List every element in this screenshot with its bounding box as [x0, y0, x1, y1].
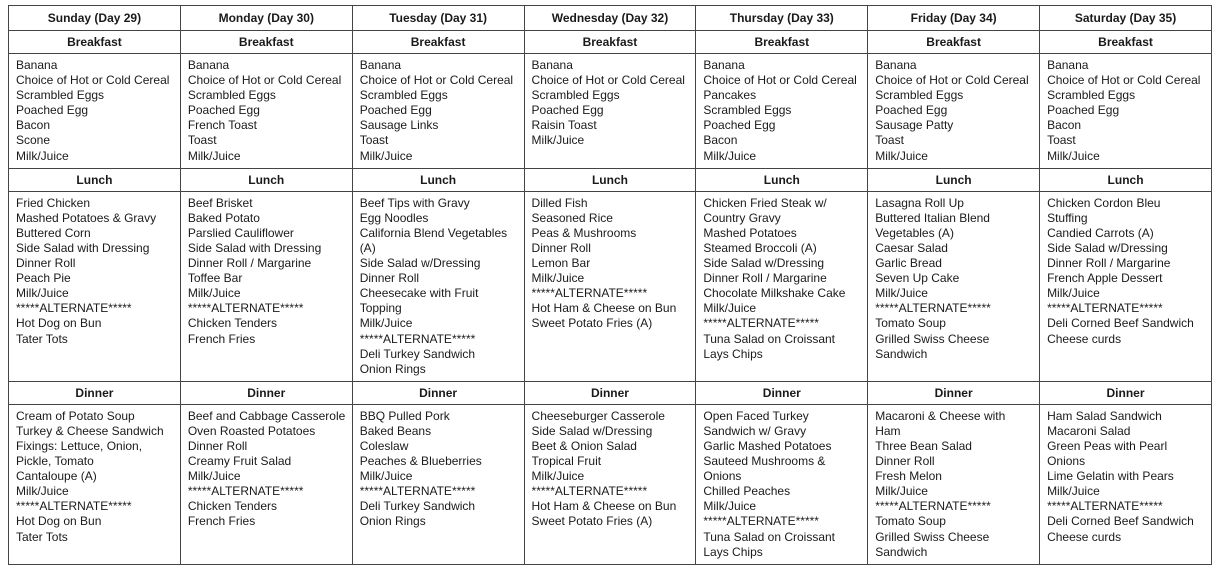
breakfast-items-cell — [524, 54, 696, 169]
menu-item: Scrambled Eggs — [1047, 88, 1136, 103]
breakfast-items-cell — [180, 54, 352, 169]
menu-item: Bacon — [1047, 118, 1082, 133]
menu-item: Baked Beans — [359, 423, 432, 438]
menu-item: Candied Carrots (A) — [1047, 225, 1154, 240]
menu-item: Deli Corned Beef Sandwich — [1047, 316, 1194, 331]
menu-item: Macaroni Salad — [1047, 423, 1131, 438]
menu-item: Stuffing — [1047, 210, 1088, 225]
menu-item: Lasagna Roll Up — [875, 195, 964, 210]
menu-item: Green Peas with Pearl — [1047, 438, 1168, 453]
dinner-header: Dinner — [696, 381, 868, 404]
menu-item: Beef Tips with Gravy — [359, 195, 470, 210]
menu-item: Dinner Roll / Margarine — [187, 256, 312, 271]
lunch-header: Lunch — [180, 168, 352, 191]
menu-item: Mashed Potatoes & Gravy — [16, 210, 157, 225]
menu-item: Chicken Fried Steak w/ — [703, 195, 827, 210]
menu-item: Scone — [16, 133, 51, 148]
menu-item: Chilled Peaches — [703, 484, 791, 499]
menu-item: Cheeseburger Casserole — [531, 408, 665, 423]
menu-item: Cantaloupe (A) — [16, 469, 97, 484]
menu-item: Poached Egg — [16, 103, 89, 118]
menu-item: Dinner Roll / Margarine — [703, 271, 827, 286]
menu-item: Dinner Roll — [187, 438, 248, 453]
breakfast-header: Breakfast — [1040, 31, 1212, 54]
menu-item: Steamed Broccoli (A) — [703, 240, 817, 255]
menu-item: Topping — [359, 301, 402, 316]
menu-item: Cheese curds — [1047, 529, 1122, 544]
lunch-row — [9, 191, 1212, 381]
menu-item: Country Gravy — [703, 210, 781, 225]
lunch-header: Lunch — [696, 168, 868, 191]
menu-item: *****ALTERNATE***** — [1047, 499, 1163, 514]
menu-item: Ham — [875, 423, 901, 438]
menu-item: Lemon Bar — [531, 256, 591, 271]
breakfast-items-cell — [352, 54, 524, 169]
dinner-items-cell — [352, 404, 524, 564]
dinner-items-cell — [180, 404, 352, 564]
menu-item: Sauteed Mushrooms & — [703, 454, 826, 469]
menu-item: Pickle, Tomato — [16, 454, 94, 469]
menu-item: Poached Egg — [531, 103, 604, 118]
day-header: Saturday (Day 35) — [1040, 6, 1212, 31]
menu-item: Cream of Potato Soup — [16, 408, 135, 423]
menu-item: Onion Rings — [359, 514, 426, 529]
menu-item: Chicken Tenders — [187, 499, 278, 514]
menu-item: Milk/Juice — [875, 148, 928, 163]
menu-item: Banana — [1047, 58, 1089, 72]
day-header: Sunday (Day 29) — [9, 6, 181, 31]
menu-item: Fixings: Lettuce, Onion, — [16, 438, 143, 453]
menu-item: Milk/Juice — [531, 469, 585, 484]
menu-item: Cheese curds — [1047, 331, 1122, 346]
dinner-header: Dinner — [524, 381, 696, 404]
menu-item: Lime Gelatin with Pears — [1047, 469, 1174, 484]
menu-item: Choice of Hot or Cold Cereal — [703, 73, 857, 88]
breakfast-header: Breakfast — [868, 31, 1040, 54]
menu-item: Toast — [187, 133, 217, 148]
menu-item: Macaroni & Cheese with — [875, 408, 1006, 423]
menu-item: Egg Noodles — [359, 210, 429, 225]
menu-item: Tuna Salad on Croissant — [703, 529, 836, 544]
menu-item: Sweet Potato Fries (A) — [531, 316, 653, 331]
menu-item: Milk/Juice — [703, 148, 757, 163]
menu-item: Side Salad with Dressing — [16, 240, 150, 255]
menu-item: Chocolate Milkshake Cake — [703, 286, 846, 301]
menu-item: Onion Rings — [359, 361, 426, 376]
lunch-items-cell — [696, 191, 868, 381]
menu-item: Side Salad w/Dressing — [703, 256, 825, 271]
menu-item: Scrambled Eggs — [187, 88, 276, 103]
menu-item: Sausage Patty — [875, 118, 954, 133]
day-header: Monday (Day 30) — [180, 6, 352, 31]
lunch-items-cell — [352, 191, 524, 381]
menu-item: Creamy Fruit Salad — [187, 454, 292, 469]
menu-item: Banana — [703, 58, 745, 72]
menu-item: Tomato Soup — [875, 514, 946, 529]
menu-item: Milk/Juice — [531, 271, 585, 286]
menu-item: Fresh Melon — [875, 469, 942, 484]
menu-item: Lays Chips — [703, 544, 763, 559]
menu-item: Hot Ham & Cheese on Bun — [531, 301, 677, 316]
menu-item: Milk/Juice — [187, 286, 241, 301]
menu-item: *****ALTERNATE***** — [187, 301, 304, 316]
menu-item: Dinner Roll — [359, 271, 420, 286]
menu-item: Side Salad w/Dressing — [359, 256, 481, 271]
menu-item: Garlic Mashed Potatoes — [703, 438, 832, 453]
menu-item: Beef and Cabbage Casserole — [187, 408, 346, 423]
menu-item: Banana — [531, 58, 573, 72]
menu-item: Choice of Hot or Cold Cereal — [531, 73, 685, 88]
menu-item: Lays Chips — [703, 346, 763, 361]
menu-item: Peaches & Blueberries — [359, 454, 482, 469]
day-header: Tuesday (Day 31) — [352, 6, 524, 31]
menu-item: Milk/Juice — [1047, 484, 1100, 499]
menu-item: Pancakes — [703, 88, 757, 103]
menu-item: French Fries — [187, 331, 256, 346]
breakfast-header: Breakfast — [180, 31, 352, 54]
menu-item: Choice of Hot or Cold Cereal — [16, 73, 170, 88]
menu-item: Dinner Roll — [16, 256, 76, 271]
menu-item: Cheesecake with Fruit — [359, 286, 479, 301]
dinner-header: Dinner — [868, 381, 1040, 404]
menu-item: Onions — [703, 469, 742, 484]
breakfast-items-cell — [868, 54, 1040, 169]
menu-item: Deli Turkey Sandwich — [359, 346, 476, 361]
menu-item: Milk/Juice — [1047, 148, 1100, 163]
menu-item: Poached Egg — [359, 103, 432, 118]
menu-item: Seven Up Cake — [875, 271, 960, 286]
menu-item: Milk/Juice — [16, 286, 69, 301]
menu-item: Scrambled Eggs — [875, 88, 964, 103]
menu-item: Toast — [1047, 133, 1076, 148]
breakfast-header: Breakfast — [9, 31, 181, 54]
menu-item: Banana — [875, 58, 917, 72]
menu-item: Tater Tots — [16, 331, 68, 346]
lunch-header: Lunch — [1040, 168, 1212, 191]
menu-item: Vegetables (A) — [875, 225, 954, 240]
breakfast-header: Breakfast — [524, 31, 696, 54]
menu-item: Milk/Juice — [359, 148, 413, 163]
menu-item: Tropical Fruit — [531, 454, 602, 469]
lunch-items-cell — [9, 191, 181, 381]
menu-item: Fried Chicken — [16, 195, 91, 210]
menu-item: Choice of Hot or Cold Cereal — [187, 73, 342, 88]
menu-item: Peach Pie — [16, 271, 71, 286]
menu-item: *****ALTERNATE***** — [703, 514, 819, 529]
lunch-header: Lunch — [9, 168, 181, 191]
lunch-items-cell — [868, 191, 1040, 381]
breakfast-items-cell — [1040, 54, 1212, 169]
menu-item: Scrambled Eggs — [16, 88, 105, 103]
menu-item: Buttered Corn — [16, 225, 91, 240]
menu-item: Poached Egg — [187, 103, 260, 118]
lunch-header: Lunch — [524, 168, 696, 191]
menu-item: Dinner Roll / Margarine — [1047, 256, 1171, 271]
menu-item: Milk/Juice — [875, 286, 928, 301]
menu-item: *****ALTERNATE***** — [531, 484, 648, 499]
day-header: Thursday (Day 33) — [696, 6, 868, 31]
menu-item: Beef Brisket — [187, 195, 253, 210]
menu-item: Onions — [1047, 454, 1086, 469]
dinner-row — [9, 404, 1212, 564]
menu-item: Deli Corned Beef Sandwich — [1047, 514, 1194, 529]
menu-item: Chicken Cordon Bleu — [1047, 195, 1161, 210]
menu-item: Open Faced Turkey — [703, 408, 809, 423]
menu-item: Grilled Swiss Cheese — [875, 331, 990, 346]
menu-item: Sausage Links — [359, 118, 439, 133]
menu-item: *****ALTERNATE***** — [875, 301, 991, 316]
menu-item: Milk/Juice — [875, 484, 928, 499]
menu-item: French Fries — [187, 514, 256, 529]
menu-item: Choice of Hot or Cold Cereal — [875, 73, 1029, 88]
lunch-items-cell — [524, 191, 696, 381]
dinner-header: Dinner — [9, 381, 181, 404]
menu-item: Garlic Bread — [875, 256, 942, 271]
dinner-header-row — [9, 381, 1212, 404]
menu-item: Milk/Juice — [187, 469, 241, 484]
menu-item: Poached Egg — [703, 118, 776, 133]
breakfast-items-cell — [9, 54, 181, 169]
menu-item: Scrambled Eggs — [359, 88, 448, 103]
menu-item: Milk/Juice — [1047, 286, 1100, 301]
menu-item: Toast — [359, 133, 389, 148]
day-header: Friday (Day 34) — [868, 6, 1040, 31]
menu-item: Scrambled Eggs — [531, 88, 620, 103]
dinner-items-cell — [9, 404, 181, 564]
weekly-menu-table — [8, 5, 1212, 565]
menu-item: French Apple Dessert — [1047, 271, 1163, 286]
menu-item: Deli Turkey Sandwich — [359, 499, 476, 514]
menu-item: Tater Tots — [16, 529, 68, 544]
menu-item: Parslied Cauliflower — [187, 225, 294, 240]
menu-item: Peas & Mushrooms — [531, 225, 637, 240]
menu-item: *****ALTERNATE***** — [359, 484, 476, 499]
menu-item: Side Salad w/Dressing — [531, 423, 653, 438]
menu-item: Turkey & Cheese Sandwich — [16, 423, 164, 438]
menu-item: Buttered Italian Blend — [875, 210, 990, 225]
menu-item: Tuna Salad on Croissant — [703, 331, 836, 346]
menu-item: Chicken Tenders — [187, 316, 278, 331]
menu-item: Sandwich — [875, 544, 928, 559]
dinner-items-cell — [696, 404, 868, 564]
dinner-items-cell — [1040, 404, 1212, 564]
lunch-header-row — [9, 168, 1212, 191]
menu-item: Poached Egg — [875, 103, 948, 118]
menu-item: Coleslaw — [359, 438, 409, 453]
menu-item: Toffee Bar — [187, 271, 243, 286]
menu-item: Tomato Soup — [875, 316, 946, 331]
menu-item: *****ALTERNATE***** — [16, 301, 132, 316]
menu-item: Poached Egg — [1047, 103, 1120, 118]
breakfast-header: Breakfast — [696, 31, 868, 54]
menu-item: *****ALTERNATE***** — [875, 499, 991, 514]
menu-item: Banana — [359, 58, 402, 72]
menu-item: Grilled Swiss Cheese — [875, 529, 990, 544]
dinner-header: Dinner — [352, 381, 524, 404]
menu-item: Beet & Onion Salad — [531, 438, 637, 453]
menu-item: Side Salad w/Dressing — [1047, 240, 1168, 255]
menu-item: Milk/Juice — [16, 484, 69, 499]
menu-item: Toast — [875, 133, 904, 148]
dinner-items-cell — [868, 404, 1040, 564]
lunch-header: Lunch — [352, 168, 524, 191]
menu-item: Bacon — [703, 133, 738, 148]
menu-item: Hot Ham & Cheese on Bun — [531, 499, 677, 514]
menu-item: Banana — [187, 58, 230, 72]
menu-item: Hot Dog on Bun — [16, 514, 102, 529]
menu-item: California Blend Vegetables — [359, 225, 508, 240]
menu-item: Caesar Salad — [875, 240, 948, 255]
menu-item: *****ALTERNATE***** — [359, 331, 476, 346]
menu-item: Sweet Potato Fries (A) — [531, 514, 653, 529]
menu-item: Baked Potato — [187, 210, 260, 225]
menu-item: *****ALTERNATE***** — [16, 499, 132, 514]
menu-item: Milk/Juice — [16, 148, 69, 163]
menu-item: Milk/Juice — [703, 499, 757, 514]
menu-item: Raisin Toast — [531, 118, 597, 133]
breakfast-header: Breakfast — [352, 31, 524, 54]
dinner-items-cell — [524, 404, 696, 564]
menu-item: Banana — [16, 58, 58, 72]
menu-item: *****ALTERNATE***** — [531, 286, 648, 301]
menu-item: Milk/Juice — [703, 301, 757, 316]
menu-item: Milk/Juice — [359, 316, 413, 331]
menu-item: Mashed Potatoes — [703, 225, 797, 240]
menu-item: *****ALTERNATE***** — [703, 316, 819, 331]
menu-item: Oven Roasted Potatoes — [187, 423, 316, 438]
menu-item: Choice of Hot or Cold Cereal — [359, 73, 514, 88]
menu-item: Seasoned Rice — [531, 210, 613, 225]
menu-item: French Toast — [187, 118, 257, 133]
lunch-items-cell — [1040, 191, 1212, 381]
menu-item: Ham Salad Sandwich — [1047, 408, 1162, 423]
day-header-row — [9, 6, 1212, 31]
day-header: Wednesday (Day 32) — [524, 6, 696, 31]
menu-item: Dinner Roll — [531, 240, 591, 255]
menu-item: Dilled Fish — [531, 195, 588, 210]
menu-item: Milk/Juice — [359, 469, 413, 484]
menu-item: Sandwich — [875, 346, 928, 361]
dinner-header: Dinner — [1040, 381, 1212, 404]
menu-item: Sandwich w/ Gravy — [703, 423, 807, 438]
menu-item: Choice of Hot or Cold Cereal — [1047, 73, 1201, 88]
menu-item: Milk/Juice — [531, 133, 585, 148]
menu-item: Side Salad with Dressing — [187, 240, 322, 255]
menu-item: Hot Dog on Bun — [16, 316, 102, 331]
breakfast-row — [9, 54, 1212, 169]
breakfast-items-cell — [696, 54, 868, 169]
menu-item: *****ALTERNATE***** — [187, 484, 304, 499]
menu-item: *****ALTERNATE***** — [1047, 301, 1163, 316]
lunch-header: Lunch — [868, 168, 1040, 191]
menu-item: Three Bean Salad — [875, 438, 972, 453]
menu-item: Milk/Juice — [187, 148, 241, 163]
menu-item: Scrambled Eggs — [703, 103, 792, 118]
dinner-header: Dinner — [180, 381, 352, 404]
menu-item: Dinner Roll — [875, 454, 935, 469]
lunch-items-cell — [180, 191, 352, 381]
menu-item: Bacon — [16, 118, 51, 133]
menu-item: BBQ Pulled Pork — [359, 408, 450, 423]
breakfast-header-row — [9, 31, 1212, 54]
menu-item: (A) — [359, 240, 376, 255]
